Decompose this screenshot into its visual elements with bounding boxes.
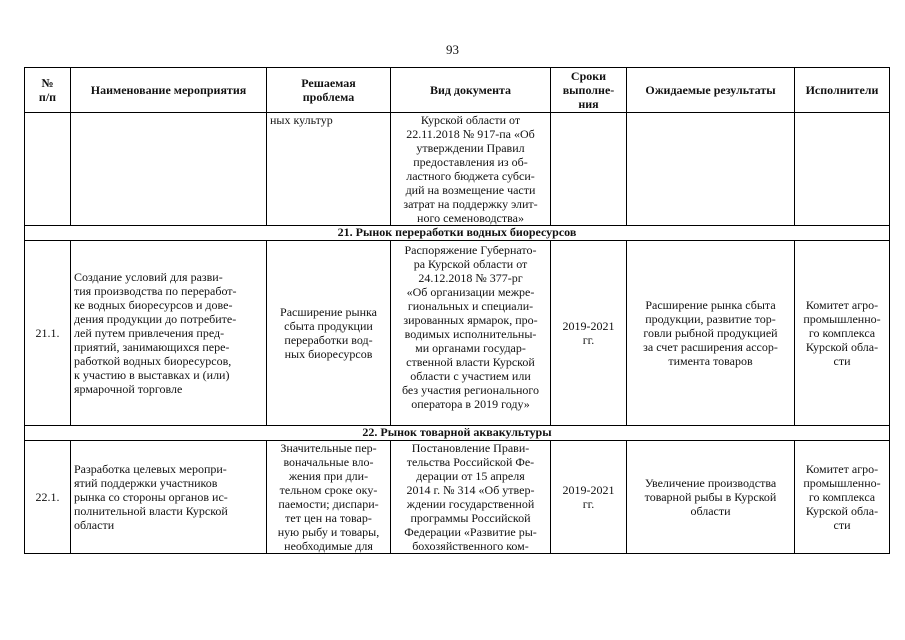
header-executors: Исполнители	[795, 68, 890, 113]
cell-results: Увеличение производства товарной рыбы в Курской области	[627, 441, 795, 554]
section-row	[25, 226, 890, 241]
cell-deadline: 2019-2021 гг.	[551, 241, 627, 426]
header-num: № п/п	[25, 68, 71, 113]
cell-deadline: 2019-2021 гг.	[551, 441, 627, 554]
cell-name: Создание условий для разви- тия производства по переработ- ке водных биоресурсов и дове- дения продукции до потребите- лей путем привлечения пред- приятий, занимающихся пере- работкой водных биоресурсов, к участию в выставках и (или) ярмарочной торговле	[71, 241, 267, 426]
cell-executors: Комитет агро- промышленно- го комплекса Курской обла- сти	[795, 441, 890, 554]
cell-deadline	[551, 113, 627, 226]
cell-problem: ных культур	[267, 113, 391, 226]
section-row	[25, 426, 890, 441]
header-deadline: Сроки выполне- ния	[551, 68, 627, 113]
cell-problem: Значительные пер- воначальные вло- жения при дли- тельном сроке оку- паемости; диспари- тет цен на товар- ную рыбу и товары, необходимые для	[267, 441, 391, 554]
table-row	[25, 441, 890, 554]
table-row	[25, 241, 890, 426]
cell-results	[627, 113, 795, 226]
header-name: Наименование мероприятия	[71, 68, 267, 113]
cell-executors: Комитет агро- промышленно- го комплекса Курской обла- сти	[795, 241, 890, 426]
cell-executors	[795, 113, 890, 226]
section-title-22: 22. Рынок товарной аквакультуры	[25, 426, 890, 441]
section-title-21: 21. Рынок переработки водных биоресурсов	[25, 226, 890, 241]
cell-document: Распоряжение Губернато- ра Курской области от 24.12.2018 № 377-рг «Об организации межре- гиональных и специали- зированных ярмарок, про- водимых исполнительны- ми органами государ- ственной власти Курской области с участием или без участия регионального оператора в 2019 году»	[391, 241, 551, 426]
header-doc-type: Вид документа	[391, 68, 551, 113]
table-row	[25, 113, 890, 226]
cell-document: Курской области от 22.11.2018 № 917-па «Об утверждении Правил предоставления из об- ластного бюджета субси- дий на возмещение части затрат на поддержку элит- ного семеноводства»	[391, 113, 551, 226]
cell-problem: Расширение рынка сбыта продукции переработки вод- ных биоресурсов	[267, 241, 391, 426]
cell-num: 22.1.	[25, 441, 71, 554]
header-row	[25, 68, 890, 113]
header-problem: Решаемая проблема	[267, 68, 391, 113]
measures-table	[24, 67, 890, 554]
cell-document: Постановление Прави- тельства Российской Фе- дерации от 15 апреля 2014 г. № 314 «Об утвер- ждении государственной программы Российской Федерации «Развитие ры- бохозяйственного ком-	[391, 441, 551, 554]
cell-name	[71, 113, 267, 226]
page-number: 93	[446, 42, 459, 57]
cell-results: Расширение рынка сбыта продукции, развитие тор- говли рыбной продукцией за счет расширения ассор- тимента товаров	[627, 241, 795, 426]
cell-num	[25, 113, 71, 226]
cell-name: Разработка целевых меропри- ятий поддержки участников рынка со стороны органов ис- полнительной власти Курской области	[71, 441, 267, 554]
header-results: Ожидаемые результаты	[627, 68, 795, 113]
cell-num: 21.1.	[25, 241, 71, 426]
